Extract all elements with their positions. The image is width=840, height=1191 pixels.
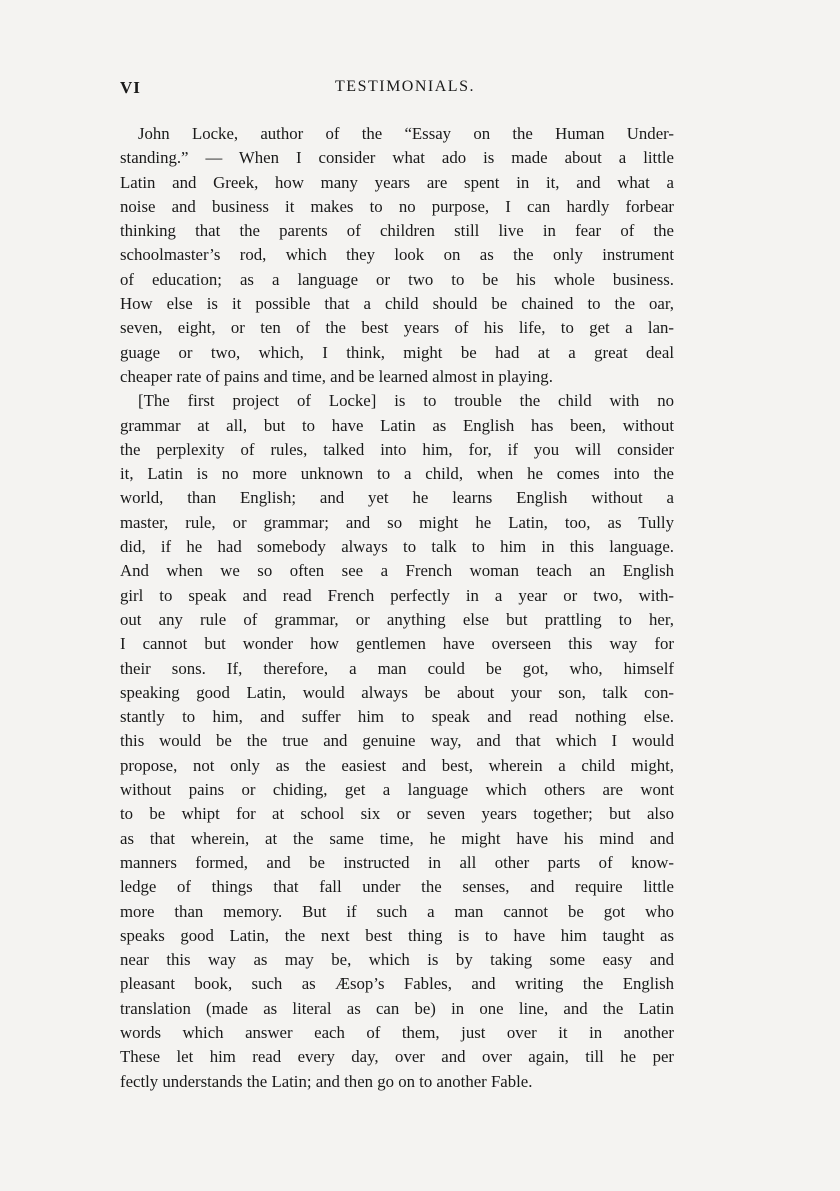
text-line: speaks good Latin, the next best thing is to have him taught as [120,925,674,945]
text-line: their sons. If, therefore, a man could be got, who, himself [120,658,674,678]
text-line: guage or two, which, I think, might be had at a great deal [120,342,674,362]
text-line: noise and business it makes to no purpose, I can hardly forbear [120,196,674,216]
text-line: How else is it possible that a child should be chained to the oar, [120,294,674,314]
text-line: as that wherein, at the same time, he might have his mind and [120,828,674,848]
text-line: it, Latin is no more unknown to a child, when he comes into the [120,464,674,484]
text-line: stantly to him, and suffer him to speak and read nothing else. [120,707,674,727]
text-line: speaking good Latin, would always be about your son, talk con- [120,682,674,702]
text-line: thinking that the parents of children still live in fear of the [120,221,674,241]
text-line: ledge of things that fall under the senses, and require little [120,877,674,897]
text-line: near this way as may be, which is by taking some easy and [120,950,674,970]
text-line: pleasant book, such as Æsop’s Fables, and writing the English [120,974,674,994]
text-line: translation (made as literal as can be) in one line, and the Latin [120,998,674,1018]
text-line: fectly understands the Latin; and then go on to another Fable. [120,1071,533,1091]
text-line: to be whipt for at school six or seven years together; but also [120,804,674,824]
text-line: propose, not only as the easiest and best, wherein a child might, [120,755,674,775]
text-line: did, if he had somebody always to talk to him in this language. [120,537,674,557]
paragraph-locke-quote [120,122,674,389]
text-line: schoolmaster’s rod, which they look on as the only instrument [120,245,674,265]
paragraph-locke-project [120,389,674,1094]
text-line: And when we so often see a French woman teach an English [120,561,674,581]
text-line: more than memory. But if such a man cannot be got who [120,901,674,921]
page-number: VI [120,78,141,97]
text-line: the perplexity of rules, talked into him, for, if you will consider [120,439,674,459]
text-line: John Locke, author of the “Essay on the Human Under- [138,124,674,143]
text-line: seven, eight, or ten of the best years of his life, to get a lan- [120,318,674,338]
text-line: of education; as a language or two to be his whole business. [120,269,674,289]
running-title: TESTIMONIALS. [335,78,475,95]
text-line: master, rule, or grammar; and so might he Latin, too, as Tully [120,512,674,532]
body-text [120,122,674,1094]
text-line: without pains or chiding, get a language which others are wont [120,780,674,800]
text-line: manners formed, and be instructed in all other parts of know- [120,852,674,872]
text-line: out any rule of grammar, or anything else but prattling to her, [120,609,674,629]
text-line: cheaper rate of pains and time, and be learned almost in playing. [120,366,553,386]
text-line: These let him read every day, over and over again, till he per [120,1047,674,1067]
text-line: [The first project of Locke] is to trouble the child with no [138,391,674,411]
text-line: world, than English; and yet he learns English without a [120,488,674,508]
text-line: words which answer each of them, just over it in another [120,1022,674,1042]
text-line: I cannot but wonder how gentlemen have overseen this way for [120,634,674,654]
text-line: girl to speak and read French perfectly in a year or two, with- [120,585,674,605]
text-line: Latin and Greek, how many years are spent in it, and what a [120,172,674,192]
text-line: grammar at all, but to have Latin as English has been, without [120,415,674,435]
page-header [120,78,690,102]
text-line: standing.” — When I consider what ado is made about a little [120,148,674,168]
text-line: this would be the true and genuine way, and that which I would [120,731,674,751]
